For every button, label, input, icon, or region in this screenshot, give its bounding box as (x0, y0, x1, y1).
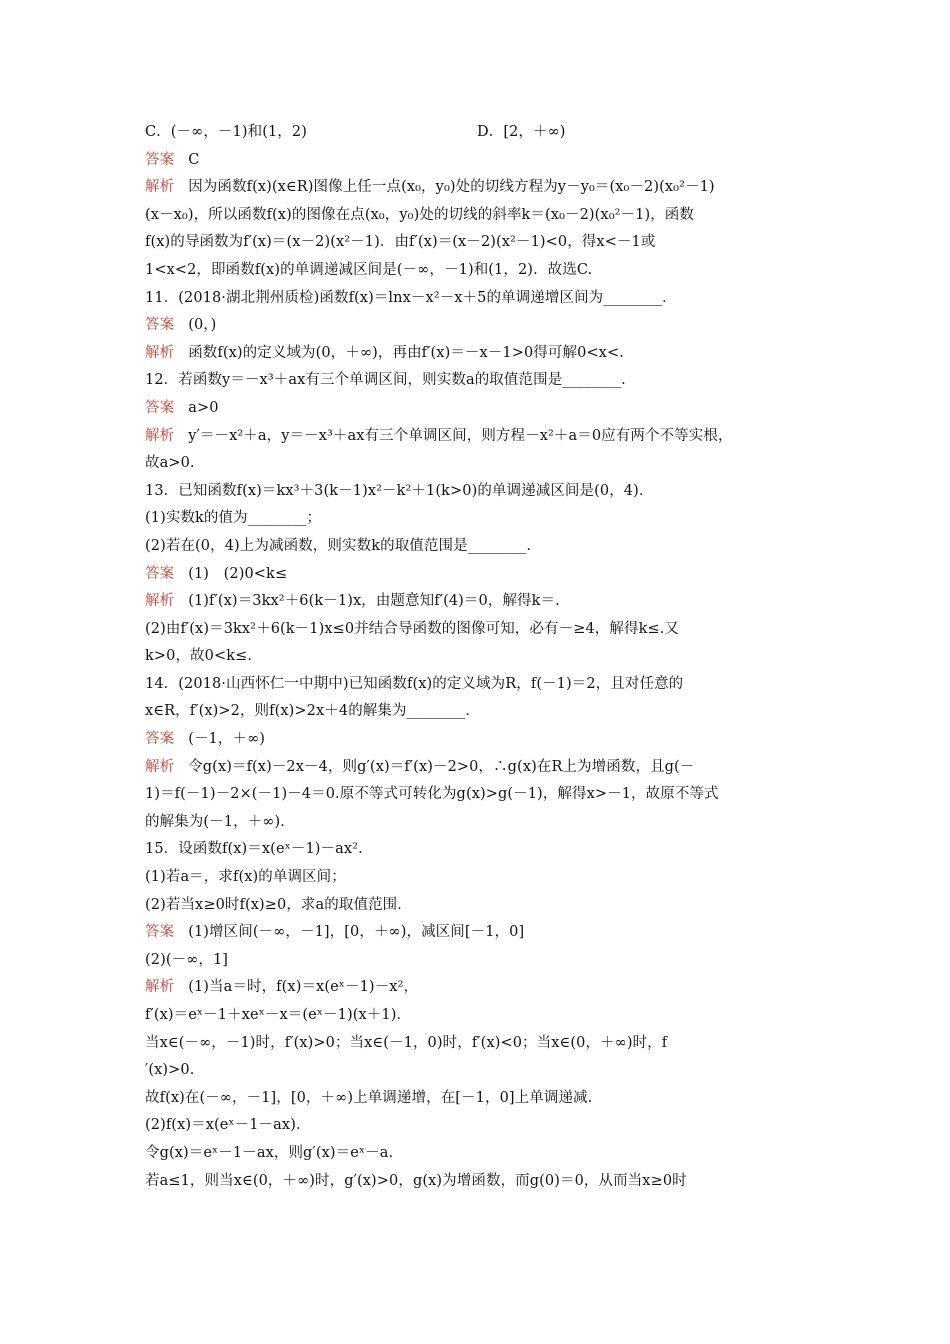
text-line: (2)若在(0，4)上为减函数，则实数k的取值范围是________． (145, 537, 542, 554)
choice-line (145, 119, 813, 147)
text-line: (2)f(x)＝x(eˣ－1－ax)． (145, 1117, 311, 1134)
text-line: 故f(x)在(－∞，－1]，[0，＋∞)上单调递增，在[－1，0]上单调递减. (145, 1089, 593, 1106)
answer-label: 答案 (145, 731, 175, 748)
text-line: 令g(x)＝eˣ－1－ax，则g′(x)＝eˣ－a. (145, 1144, 394, 1161)
answer-label: 答案 (145, 565, 175, 582)
line-text: 因为函数f(x)(x∈R)图像上任一点(x₀，y₀)处的切线方程为y－y₀＝(x₀－2)(x₀²－1) (188, 179, 715, 196)
line-text: 函数f(x)的定义域为(0，＋∞)，再由f′(x)＝－x－1>0得可解0<x<. (188, 344, 624, 361)
text-line: (1)实数k的值为________； (145, 510, 322, 527)
text-line: 的解集为(－1，＋∞)． (145, 813, 295, 830)
answer-label: 答案 (145, 317, 175, 334)
line-text: (0，) (188, 317, 217, 334)
analysis-label: 解析 (145, 179, 175, 196)
analysis-label: 解析 (145, 344, 175, 361)
text-line: 13．已知函数f(x)＝kx³＋3(k－1)x²－k²＋1(k>0)的单调递减区间是(0，4)． (145, 482, 654, 499)
line-text: (－1，＋∞) (188, 731, 266, 748)
line-text: y′＝－x²＋a，y＝－x³＋ax有三个单调区间，则方程－x²＋a＝0应有两个不等实根， (188, 427, 733, 444)
answer-label: 答案 (145, 151, 175, 168)
analysis-line (145, 974, 813, 1002)
analysis-label: 解析 (145, 593, 175, 610)
answer-label: 答案 (145, 399, 175, 416)
text-line: (1)若a＝，求f(x)的单调区间； (145, 869, 346, 886)
answer-line (145, 726, 813, 754)
text-line: f′(x)＝eˣ－1＋xeˣ－x＝(eˣ－1)(x＋1)． (145, 1007, 412, 1023)
analysis-label: 解析 (145, 758, 175, 775)
analysis-label: 解析 (145, 427, 175, 444)
analysis-line (145, 174, 813, 202)
text-line: f(x)的导函数为f′(x)＝(x－2)(x²－1)．由f′(x)＝(x－2)(x²－1)<0，得x<－1或 (145, 234, 656, 251)
text-line: 若a≤1，则当x∈(0，＋∞)时，g′(x)>0，g(x)为增函数，而g(0)＝0，从而当x≥0时 (145, 1172, 687, 1189)
document-page (145, 119, 813, 1195)
text-line: 1<x<2，即函数f(x)的单调递减区间是(－∞，－1)和(1，2)．故选C. (145, 261, 593, 278)
text-line: (x－x₀)，所以函数f(x)的图像在点(x₀，y₀)处的切线的斜率k＝(x₀－2)(x₀²－1)，函数 (145, 206, 695, 223)
text-line: x∈R，f′(x)>2，则f(x)>2x＋4的解集为________． (145, 703, 480, 720)
analysis-label: 解析 (145, 979, 175, 996)
text-line: 故a>0. (145, 455, 195, 472)
answer-line (145, 561, 813, 589)
text-line: (2)(－∞，1] (145, 951, 229, 968)
line-text: (1)当a＝时，f(x)＝x(eˣ－1)－x²， (188, 979, 419, 996)
answer-line (145, 312, 813, 340)
answer-line (145, 919, 813, 947)
choice-d: D．[2，＋∞) (477, 124, 566, 140)
line-text: (1)增区间(－∞，－1]，[0，＋∞)，减区间[－1，0] (188, 924, 525, 941)
analysis-line (145, 423, 813, 451)
line-text: (1)f′(x)＝3kx²＋6(k－1)x，由题意知f′(4)＝0，解得k＝. (188, 593, 560, 610)
text-line: (2)若当x≥0时f(x)≥0，求a的取值范围． (145, 896, 412, 913)
text-line: (2)由f′(x)＝3kx²＋6(k－1)x≤0并结合导函数的图像可知，必有－≥4，解得k≤.又 (145, 620, 680, 637)
text-line: 12．若函数y＝－x³＋ax有三个单调区间，则实数a的取值范围是________． (145, 372, 636, 389)
line-text: C (188, 151, 200, 168)
text-line: 15．设函数f(x)＝x(eˣ－1)－ax². (145, 841, 363, 858)
text-line: ′(x)>0. (145, 1062, 195, 1079)
text-line: k>0，故0<k≤. (145, 648, 253, 665)
text-line: 11．(2018·湖北荆州质检)函数f(x)＝lnx－x²－x＋5的单调递增区间为________． (145, 289, 677, 306)
choice-c: C．(－∞，－1)和(1，2) (145, 124, 307, 140)
line-text: (1) (2)0<k≤ (188, 565, 288, 582)
text-line: 当x∈(－∞，－1)时，f′(x)>0；当x∈(－1，0)时，f′(x)<0；当x∈(0，＋∞)时，f (145, 1034, 668, 1051)
answer-line (145, 147, 813, 175)
analysis-line (145, 754, 813, 782)
text-line: 1)＝f(－1)－2×(－1)－4＝0.原不等式可转化为g(x)>g(－1)，解得x>－1，故原不等式 (145, 786, 719, 803)
line-text: a>0 (188, 399, 219, 416)
answer-line (145, 395, 813, 423)
line-text: 令g(x)＝f(x)－2x－4，则g′(x)＝f′(x)－2>0，∴g(x)在R上为增函数，且g(－ (188, 758, 695, 775)
analysis-line (145, 588, 813, 616)
analysis-line (145, 340, 813, 368)
text-line: 14．(2018·山西怀仁一中期中)已知函数f(x)的定义域为R，f(－1)＝2，且对任意的 (145, 675, 684, 692)
answer-label: 答案 (145, 924, 175, 941)
